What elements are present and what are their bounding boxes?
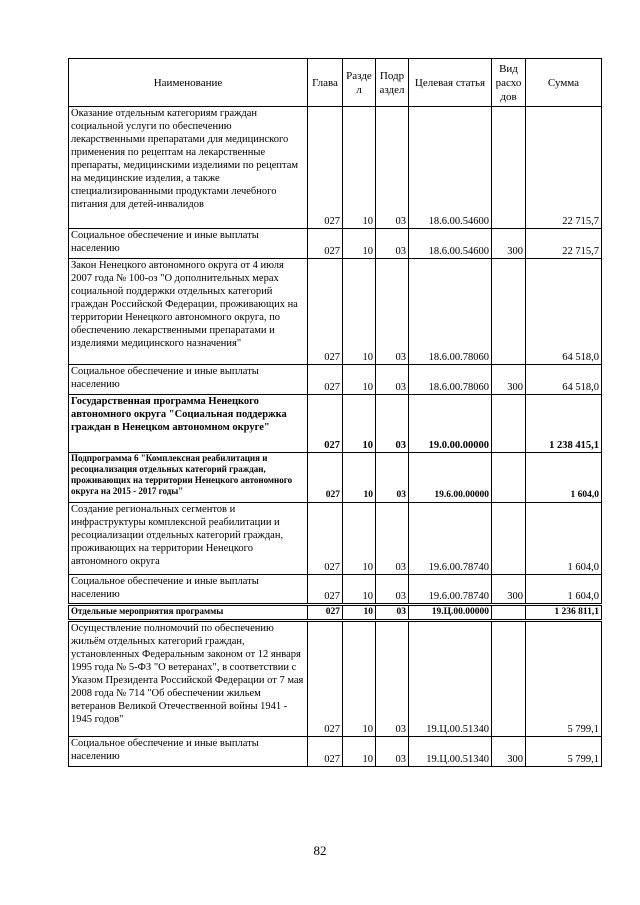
row-vid: 300 (492, 365, 526, 395)
table-row (69, 365, 602, 395)
row-vid (492, 605, 526, 621)
row-name: Подпрограмма 6 "Комплексная реабилитация и ресоциализация отдельных категорий граждан, проживающих на территории Ненецкого автономного округа на 2015 - 2017 годы" (69, 453, 308, 503)
table-row (69, 503, 602, 575)
header-name: Наименование (69, 59, 308, 107)
row-razdel: 10 (343, 365, 376, 395)
row-name: Отдельные мероприятия программы (69, 605, 308, 621)
row-summa: 64 518,0 (526, 259, 602, 365)
row-summa: 1 604,0 (526, 575, 602, 605)
row-celevaya: 18.6.00.78060 (409, 365, 492, 395)
row-celevaya: 18.6.00.54600 (409, 229, 492, 259)
row-vid (492, 503, 526, 575)
row-celevaya: 19.Ц.00.51340 (409, 737, 492, 767)
row-summa: 1 604,0 (526, 453, 602, 503)
row-razdel: 10 (343, 605, 376, 621)
row-vid (492, 453, 526, 503)
row-glava: 027 (308, 575, 343, 605)
row-celevaya: 19.Ц.00.51340 (409, 621, 492, 737)
row-celevaya: 19.Ц.00.00000 (409, 605, 492, 621)
row-glava: 027 (308, 737, 343, 767)
row-celevaya: 19.6.00.00000 (409, 453, 492, 503)
table-row (69, 453, 602, 503)
row-podrazdel: 03 (376, 453, 409, 503)
row-summa: 5 799,1 (526, 621, 602, 737)
row-summa: 64 518,0 (526, 365, 602, 395)
row-podrazdel: 03 (376, 605, 409, 621)
row-razdel: 10 (343, 737, 376, 767)
row-summa: 22 715,7 (526, 107, 602, 229)
row-razdel: 10 (343, 503, 376, 575)
table-row (69, 259, 602, 365)
row-razdel: 10 (343, 229, 376, 259)
row-summa: 5 799,1 (526, 737, 602, 767)
row-vid (492, 621, 526, 737)
table-row (69, 395, 602, 453)
row-vid: 300 (492, 737, 526, 767)
row-razdel: 10 (343, 259, 376, 365)
row-glava: 027 (308, 503, 343, 575)
row-vid (492, 107, 526, 229)
row-celevaya: 18.6.00.54600 (409, 107, 492, 229)
row-razdel: 10 (343, 621, 376, 737)
row-name: Социальное обеспечение и иные выплаты населению (69, 229, 308, 259)
row-summa: 1 604,0 (526, 503, 602, 575)
row-name: Социальное обеспечение и иные выплаты населению (69, 365, 308, 395)
row-name: Государственная программа Ненецкого автономного округа "Социальная поддержка граждан в Ненецком автономном округе" (69, 395, 308, 453)
row-glava: 027 (308, 365, 343, 395)
row-name: Оказание отдельным категориям граждан социальной услуги по обеспечению лекарственными препаратами для медицинского применения по рецептам на лекарственные препараты, медицинскими изделиями по рецептам на медицинские изделия, а также специализированными продуктами лечебного питания для детей-инвалидов (69, 107, 308, 229)
row-glava: 027 (308, 605, 343, 621)
row-summa: 1 238 415,1 (526, 395, 602, 453)
row-name: Социальное обеспечение и иные выплаты населению (69, 737, 308, 767)
row-summa: 1 236 811,1 (526, 605, 602, 621)
table-row (69, 737, 602, 767)
row-vid: 300 (492, 229, 526, 259)
row-name: Закон Ненецкого автономного округа от 4 июля 2007 года № 100-оз "О дополнительных мерах социальной поддержки отдельных категорий граждан Российской Федерации, проживающих на территории Ненецкого автономного округа, по обеспечению лекарственными препаратами и изделиями медицинского назначения" (69, 259, 308, 365)
row-glava: 027 (308, 107, 343, 229)
row-podrazdel: 03 (376, 107, 409, 229)
table-row (69, 605, 602, 621)
row-podrazdel: 03 (376, 365, 409, 395)
row-podrazdel: 03 (376, 575, 409, 605)
header-razdel: Разде л (343, 59, 376, 107)
page-number: 82 (313, 843, 327, 858)
row-glava: 027 (308, 621, 343, 737)
row-razdel: 10 (343, 107, 376, 229)
row-vid: 300 (492, 575, 526, 605)
table-row (69, 229, 602, 259)
header-podrazdel: Подр аздел (376, 59, 409, 107)
row-celevaya: 19.0.00.00000 (409, 395, 492, 453)
row-name: Осуществление полномочий по обеспечению жильём отдельных категорий граждан, установленных Федеральным законом от 12 января 1995 года № 5-ФЗ "О ветеранах", в соответствии с Указом Президента Российской Федерации от 7 мая 2008 года № 714 "Об обеспечении жильем ветеранов Великой Отечественной войны 1941 - 1945 годов" (69, 621, 308, 737)
table-row (69, 107, 602, 229)
table-header-row (69, 59, 602, 107)
row-podrazdel: 03 (376, 229, 409, 259)
table-row (69, 621, 602, 737)
row-summa: 22 715,7 (526, 229, 602, 259)
row-podrazdel: 03 (376, 395, 409, 453)
header-summa: Сумма (526, 59, 602, 107)
row-glava: 027 (308, 259, 343, 365)
budget-table (68, 58, 602, 767)
header-celevaya: Целевая статья (409, 59, 492, 107)
row-glava: 027 (308, 395, 343, 453)
row-vid (492, 259, 526, 365)
row-podrazdel: 03 (376, 621, 409, 737)
row-name: Социальное обеспечение и иные выплаты населению (69, 575, 308, 605)
table-row (69, 575, 602, 605)
row-podrazdel: 03 (376, 737, 409, 767)
row-razdel: 10 (343, 453, 376, 503)
row-razdel: 10 (343, 395, 376, 453)
row-name: Создание региональных сегментов и инфраструктуры комплексной реабилитации и ресоциализации отдельных категорий граждан, проживающих на территории Ненецкого автономного округа (69, 503, 308, 575)
row-razdel: 10 (343, 575, 376, 605)
row-podrazdel: 03 (376, 259, 409, 365)
row-glava: 027 (308, 453, 343, 503)
header-vid: Вид расхо дов (492, 59, 526, 107)
row-celevaya: 18.6.00.78060 (409, 259, 492, 365)
row-podrazdel: 03 (376, 503, 409, 575)
row-celevaya: 19.6.00.78740 (409, 503, 492, 575)
header-glava: Глава (308, 59, 343, 107)
row-vid (492, 395, 526, 453)
row-celevaya: 19.6.00.78740 (409, 575, 492, 605)
row-glava: 027 (308, 229, 343, 259)
